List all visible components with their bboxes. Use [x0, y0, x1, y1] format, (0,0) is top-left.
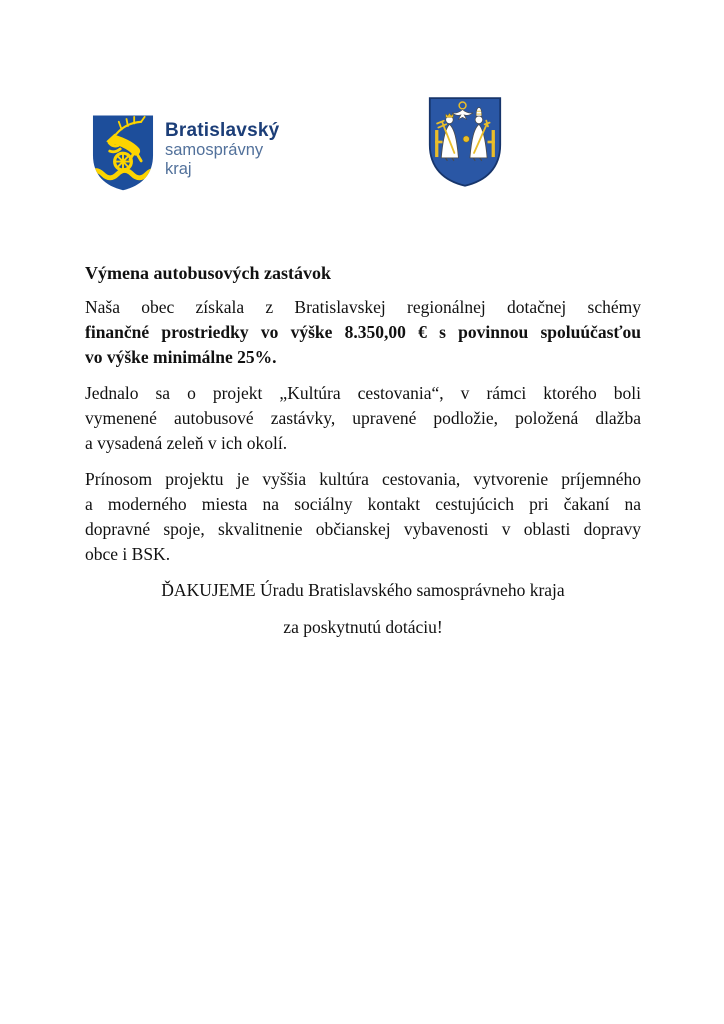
bsk-shield-icon: [88, 112, 158, 193]
text-line: obce i BSK.: [85, 544, 171, 564]
bsk-logo-text: [165, 112, 279, 179]
text-line-bold: vo výške minimálne 25%.: [85, 347, 277, 367]
thanks-line-1: ĎAKUJEME Úradu Bratislavského samosprávneho kraja: [161, 580, 565, 600]
text-line: vymenené autobusové zastávky, upravené podložie, položená dlažba: [85, 408, 641, 428]
bsk-logo-subtitle-1: samosprávny: [165, 141, 264, 159]
bsk-logo-title: Bratislavský: [165, 120, 280, 141]
paragraph-project: [85, 381, 641, 456]
document-heading: Výmena autobusových zastávok: [85, 263, 332, 283]
municipal-coat-of-arms-icon: [424, 94, 506, 189]
text-line: Naša obec získala z Bratislavskej regionálnej dotačnej schémy: [85, 297, 641, 317]
bsk-logo: [88, 112, 279, 193]
paragraph-funding: [85, 295, 641, 370]
bsk-logo-subtitle-2: kraj: [165, 160, 192, 178]
text-line: Prínosom projektu je vyššia kultúra cestovania, vytvorenie príjemného: [85, 469, 641, 489]
text-line: a moderného miesta na sociálny kontakt cestujúcich pri čakaní na: [85, 494, 641, 514]
text-line-bold: finančné prostriedky vo výške 8.350,00 € s povinnou spoluúčasťou: [85, 322, 641, 342]
text-line: dopravné spoje, skvalitnenie občianskej vybavenosti v oblasti dopravy: [85, 519, 641, 539]
thanks-line-2: za poskytnutú dotáciu!: [283, 617, 443, 637]
text-line: Jednalo sa o projekt „Kultúra cestovania“, v rámci ktorého boli: [85, 383, 641, 403]
text-line: a vysadená zeleň v ich okolí.: [85, 433, 288, 453]
paragraph-benefits: [85, 467, 641, 567]
document-content: [85, 262, 641, 640]
